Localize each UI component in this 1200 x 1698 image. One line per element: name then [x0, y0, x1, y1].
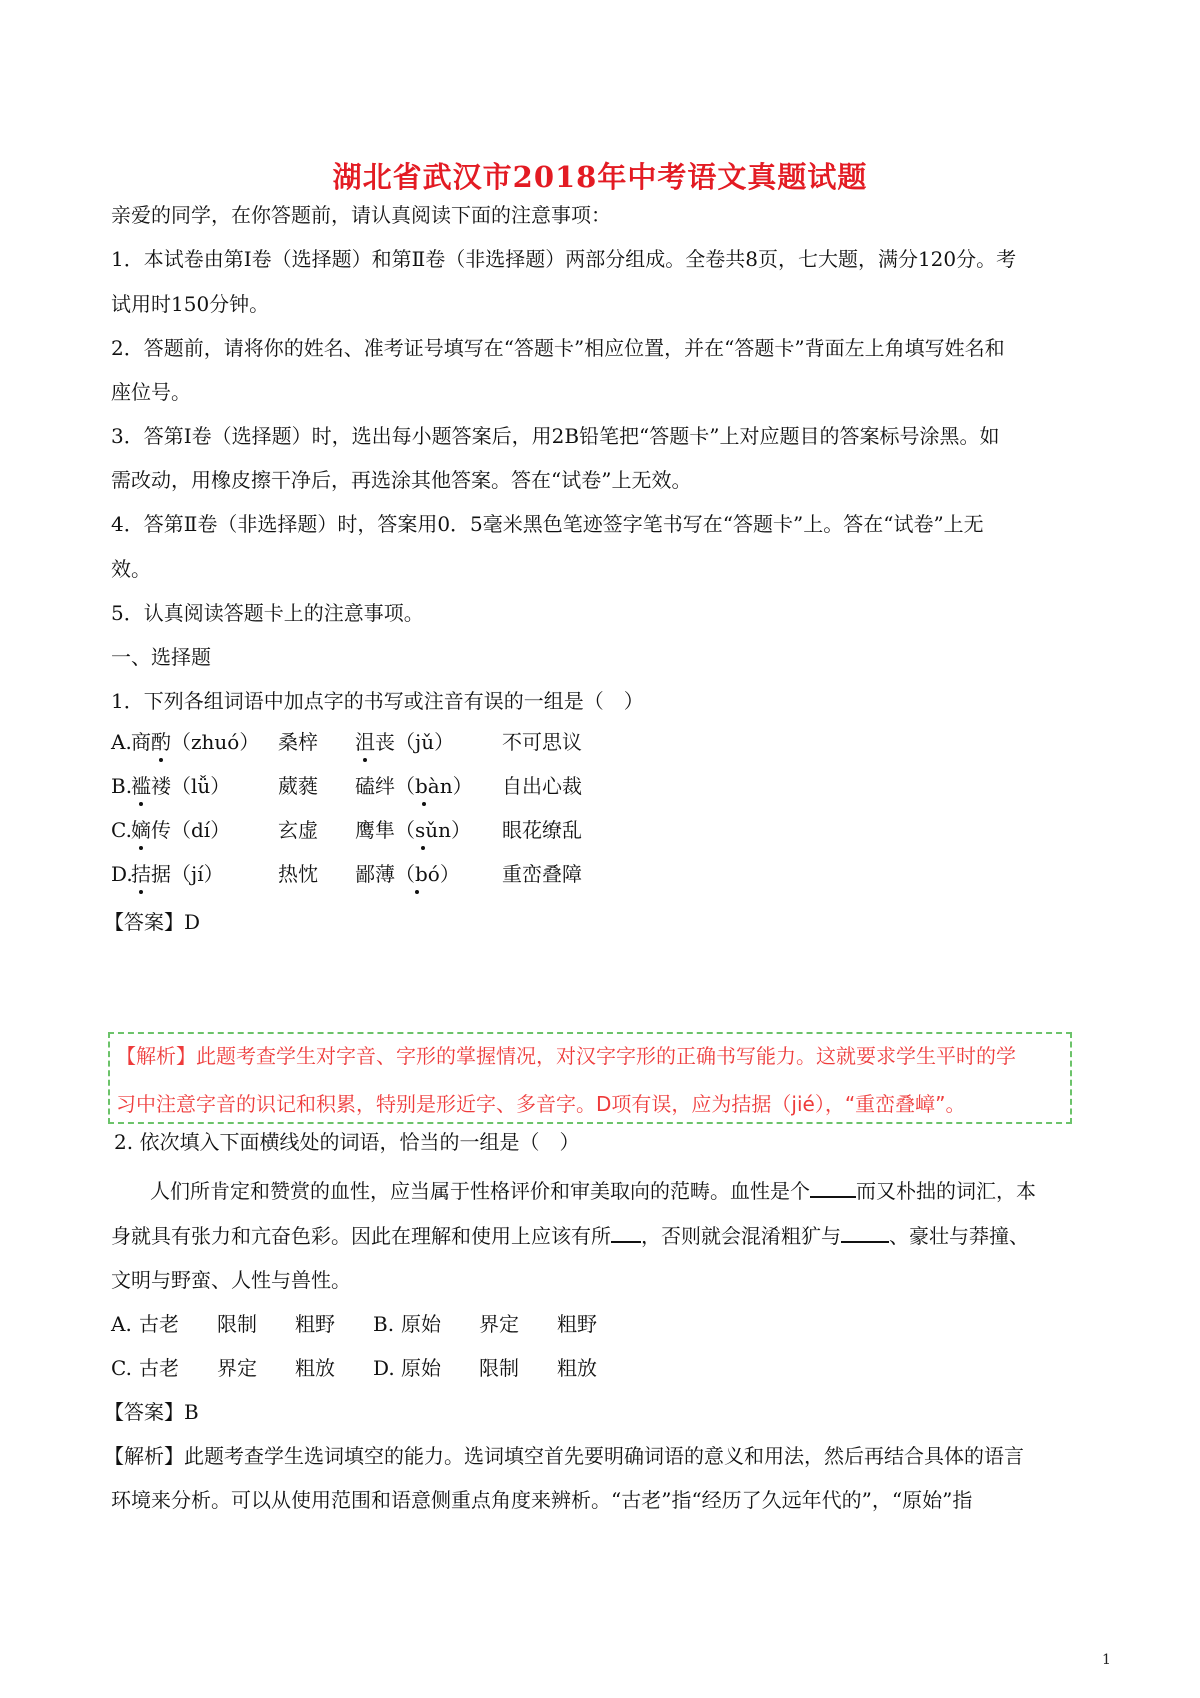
question-1-stem: 1．下列各组词语中加点字的书写或注音有误的一组是（ ） [111, 689, 644, 713]
option-word-3 [355, 860, 460, 888]
word-part: 据（jí） [151, 862, 224, 886]
dotted-char: 嫡 [131, 818, 151, 842]
note-2-line-2: 座位号。 [111, 380, 191, 404]
option-word-2: 葳蕤 [278, 774, 318, 798]
dotted-char: 沮 [355, 730, 375, 754]
option-label: B. [373, 1312, 395, 1336]
word-part: 传（dí） [151, 818, 231, 842]
dotted-char: 酌 [151, 730, 171, 754]
option-word-4: 不可思议 [502, 730, 582, 754]
option-word: 限制 [479, 1356, 519, 1380]
passage-text: 人们所肯定和赞赏的血性，应当属于性格评价和审美取向的范畴。血性是个 [150, 1179, 810, 1203]
option-word-2: 玄虚 [278, 818, 318, 842]
intro-text: 亲爱的同学，在你答题前，请认真阅读下面的注意事项： [111, 203, 611, 227]
option-label: D. [373, 1356, 395, 1380]
dotted-char: 薄（bó） [375, 862, 460, 886]
option-label: A. [111, 1312, 132, 1336]
dotted-char: 绊（bàn） [375, 774, 473, 798]
option-word: 原始 [401, 1356, 441, 1380]
word-part: 商 [131, 730, 151, 754]
page-number: 1 [1102, 1652, 1111, 1668]
note-2-line-1: 2．答题前，请将你的姓名、准考证号填写在“答题卡”相应位置，并在“答题卡”背面左上角填写姓名和 [111, 336, 1005, 360]
option-word-3 [355, 816, 471, 844]
option-word-1 [131, 860, 224, 888]
word-part: 褛（lǚ） [151, 774, 231, 798]
option-word-1 [131, 728, 259, 756]
option-word-2: 热忱 [278, 862, 318, 886]
option-word-2: 桑梓 [278, 730, 318, 754]
dotted-char: 拮 [131, 862, 151, 886]
q1-analysis-box [108, 1032, 1072, 1124]
option-word-4: 眼花缭乱 [502, 818, 582, 842]
option-word: 粗野 [557, 1312, 597, 1336]
dotted-char: 隼（sǔn） [375, 818, 472, 842]
option-word: 界定 [217, 1356, 257, 1380]
fill-blank-2[interactable] [611, 1221, 641, 1243]
option-word-1 [131, 816, 230, 844]
word-part: 丧（jǔ） [375, 730, 455, 754]
option-word: 粗放 [557, 1356, 597, 1380]
word-part: 鹰 [355, 818, 375, 842]
option-word-3 [355, 772, 473, 800]
option-word: 原始 [401, 1312, 441, 1336]
q2-analysis-line-2: 环境来分析。可以从使用范围和语意侧重点角度来辨析。“古老”指“经历了久远年代的”，“原始”指 [111, 1488, 973, 1512]
q1-analysis-line-2: 习中注意字音的识记和积累，特别是形近字、多音字。D项有误，应为拮据（jié），“重峦叠嶂”。 [116, 1092, 966, 1116]
note-4-line-1: 4．答第Ⅱ卷（非选择题）时，答案用0．5毫米黑色笔迹签字笔书写在“答题卡”上。答在“试卷”上无 [111, 512, 984, 536]
option-label: B. [111, 774, 133, 798]
passage-text: 、豪壮与莽撞、 [889, 1224, 1029, 1248]
fill-blank-3[interactable] [841, 1221, 889, 1243]
page-title: 湖北省武汉市2018年中考语文真题试题 [332, 160, 868, 194]
option-word: 古老 [139, 1356, 179, 1380]
q2-passage-line-2 [111, 1221, 1029, 1250]
fill-blank-1[interactable] [810, 1176, 856, 1198]
q1-answer: 【答案】D [104, 910, 201, 934]
passage-text: 而又朴拙的词汇，本 [856, 1179, 1036, 1203]
q2-passage-line-3: 文明与野蛮、人性与兽性。 [111, 1268, 351, 1292]
q2-analysis-line-1: 【解析】此题考查学生选词填空的能力。选词填空首先要明确词语的意义和用法，然后再结合具体的语言 [104, 1444, 1024, 1468]
note-5-line-1: 5．认真阅读答题卡上的注意事项。 [111, 601, 424, 625]
note-3-line-2: 需改动，用橡皮擦干净后，再选涂其他答案。答在“试卷”上无效。 [111, 468, 692, 492]
passage-text: ，否则就会混淆粗犷与 [641, 1224, 841, 1248]
option-word: 界定 [479, 1312, 519, 1336]
note-4-line-2: 效。 [111, 557, 151, 581]
option-word: 粗野 [295, 1312, 335, 1336]
section-heading: 一、选择题 [111, 645, 211, 669]
q2-answer: 【答案】B [104, 1400, 199, 1424]
option-label: A. [111, 730, 132, 754]
option-label: C. [111, 818, 132, 842]
option-word: 限制 [217, 1312, 257, 1336]
word-part: 磕 [355, 774, 375, 798]
option-word-4: 重峦叠障 [502, 862, 582, 886]
q2-passage-line-1 [150, 1176, 1036, 1205]
note-1-line-1: 1．本试卷由第Ⅰ卷（选择题）和第Ⅱ卷（非选择题）两部分组成。全卷共8页，七大题，满分120分。考 [111, 247, 1017, 271]
passage-text: 身就具有张力和亢奋色彩。因此在理解和使用上应该有所 [111, 1224, 611, 1248]
option-word: 古老 [139, 1312, 179, 1336]
dotted-char: 褴 [131, 774, 151, 798]
option-label: C. [111, 1356, 132, 1380]
option-word-1 [131, 772, 230, 800]
option-word: 粗放 [295, 1356, 335, 1380]
option-label: D. [111, 862, 133, 886]
note-1-line-2: 试用时150分钟。 [111, 292, 270, 316]
option-word-3 [355, 728, 454, 756]
note-3-line-1: 3．答第Ⅰ卷（选择题）时，选出每小题答案后，用2B铅笔把“答题卡”上对应题目的答案标号涂黑。如 [111, 424, 1000, 448]
question-2-stem: 2. 依次填入下面横线处的词语，恰当的一组是（ ） [114, 1130, 580, 1154]
q1-analysis-line-1: 【解析】此题考查学生对字音、字形的掌握情况，对汉字字形的正确书写能力。这就要求学生平时的学 [116, 1044, 1016, 1068]
option-word-4: 自出心裁 [502, 774, 582, 798]
word-part: （zhuó） [171, 730, 260, 754]
word-part: 鄙 [355, 862, 375, 886]
